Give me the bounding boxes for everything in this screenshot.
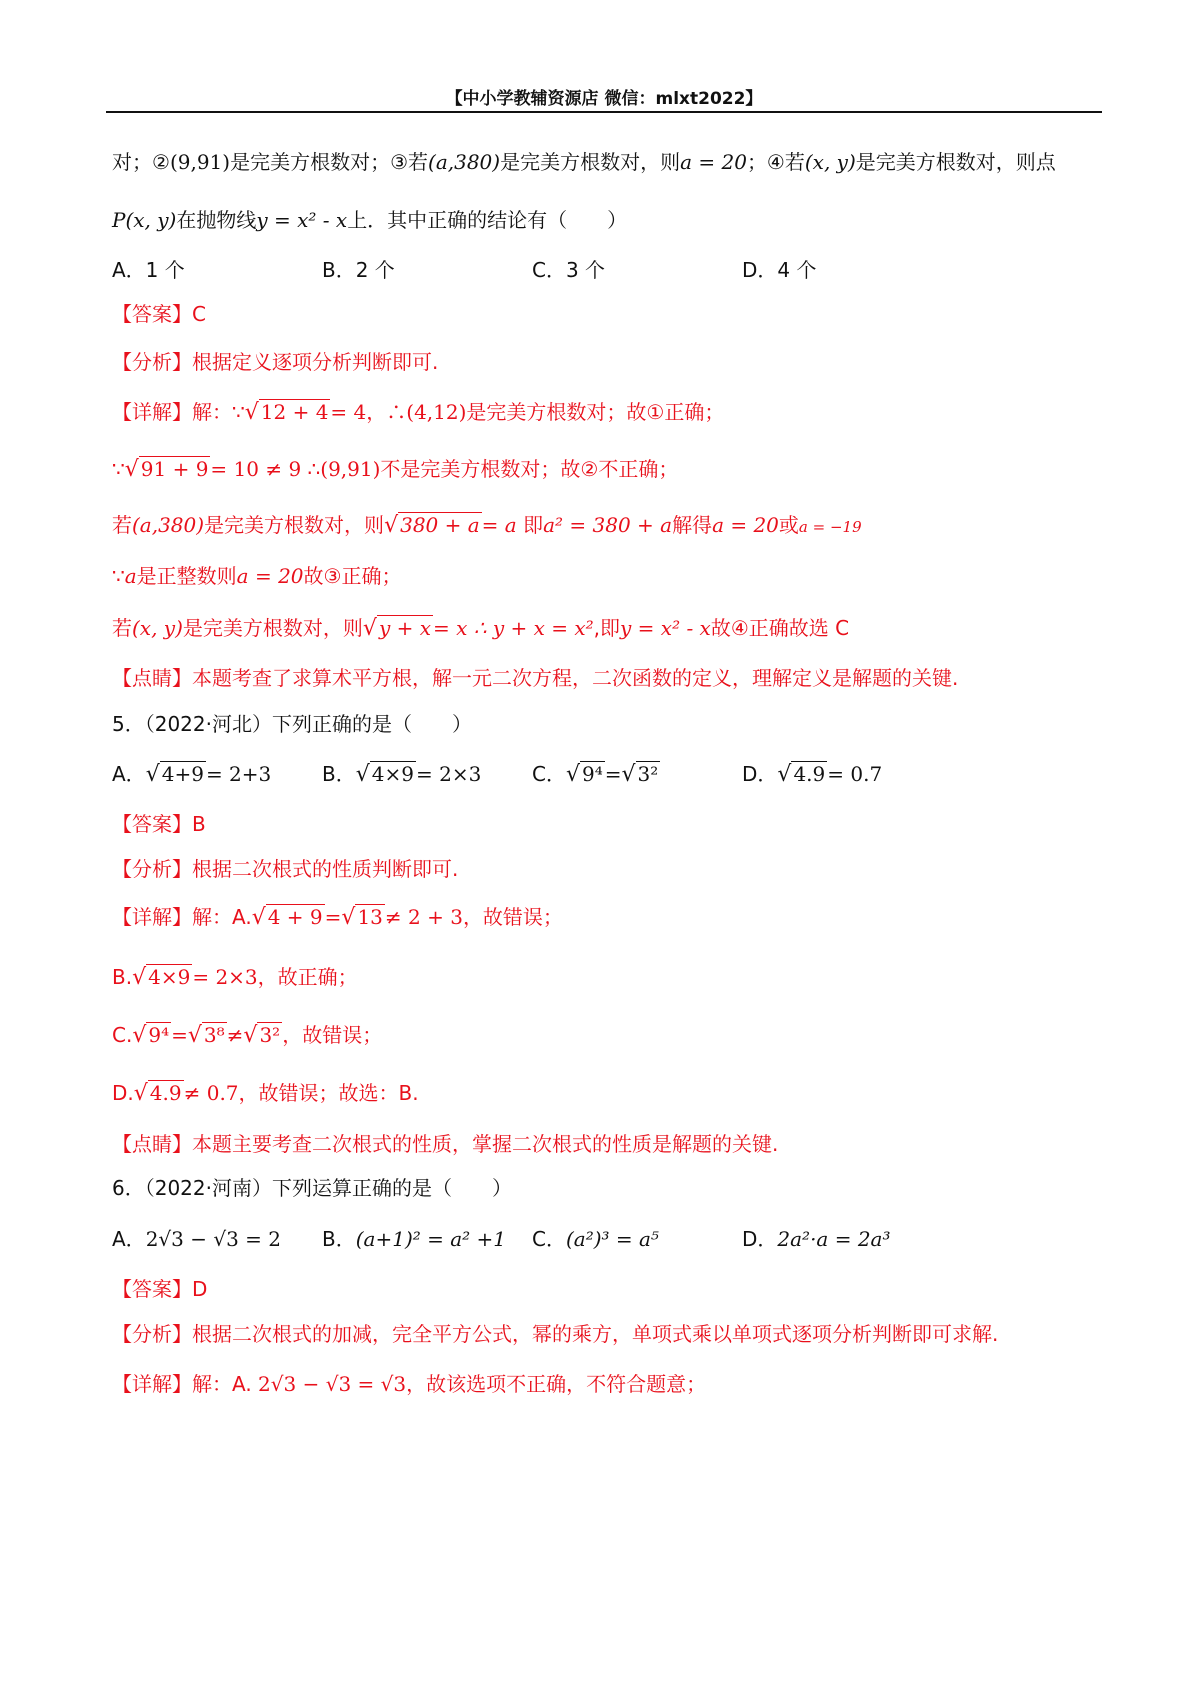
sqrt-expr: √ 4.9 <box>133 1081 182 1106</box>
q4-option-d: D．4 个 <box>742 258 817 282</box>
q5-detail-d: D.√ 4.9 ≠ 0.7，故错误；故选：B. <box>112 1081 419 1106</box>
q5-option-a: A．√ 4+9 = 2+3 <box>112 762 272 787</box>
sqrt-expr: √ 13 <box>341 905 383 930</box>
q5-answer: 【答案】B <box>112 812 206 836</box>
sqrt-expr: √ 4×9 <box>132 965 191 990</box>
q4-detail-2: ∵√ 91 + 9 = 10 ≠ 9 ∴(9,91)不是完美方根数对；故②不正确； <box>112 457 679 482</box>
q5-detail-b: B.√ 4×9 = 2×3，故正确； <box>112 965 358 990</box>
q5-comment: 【点睛】本题主要考查二次根式的性质，掌握二次根式的性质是解题的关键. <box>112 1132 779 1156</box>
q4-comment: 【点睛】本题考查了求算术平方根，解一元二次方程，二次函数的定义，理解定义是解题的关键. <box>112 666 959 690</box>
q4-detail-4: ∵a是正整数则a = 20故③正确； <box>112 564 402 588</box>
sqrt-expr: √ 3⁸ <box>187 1023 225 1048</box>
q5-analysis: 【分析】根据二次根式的性质判断即可. <box>112 857 459 881</box>
q5-option-c: C．√ 9⁴ =√ 3² <box>532 762 659 787</box>
q5-option-d: D．√ 4.9 = 0.7 <box>742 762 883 787</box>
q6-detail-a: 【详解】解：A. 2√3 − √3 = √3，故该选项不正确，不符合题意； <box>112 1372 707 1396</box>
q4-analysis: 【分析】根据定义逐项分析判断即可. <box>112 350 439 374</box>
q5-option-b: B．√ 4×9 = 2×3 <box>322 762 482 787</box>
sqrt-expr: √ y + x <box>362 616 431 641</box>
q6-option-d: D．2a²·a = 2a³ <box>742 1227 891 1251</box>
q4-detail-5: 若(x, y)是完美方根数对，则√ y + x = x ∴ y + x = x²,即y = x² - x故④正确故选 C <box>112 616 850 641</box>
sqrt-expr: √ 12 + 4 <box>244 400 329 425</box>
q4-line-1: 对；②(9,91)是完美方根数对；③若(a,380)是完美方根数对，则a = 20；④若(x, y)是完美方根数对，则点 <box>112 150 1056 174</box>
q4-line-2: P(x, y)在抛物线y = x² - x上．其中正确的结论有（ ） <box>112 208 628 232</box>
page-header: 【中小学教辅资源店 微信：mlxt2022】 <box>445 89 763 109</box>
q5-detail-a: 【详解】解：A.√ 4 + 9 =√ 13 ≠ 2 + 3，故错误； <box>112 905 563 930</box>
q4-detail-3: 若(a,380)是完美方根数对，则√ 380 + a = a 即a² = 380 + a解得a = 20或a = −19 <box>112 513 862 538</box>
q6-analysis: 【分析】根据二次根式的加减，完全平方公式，幂的乘方，单项式乘以单项式逐项分析判断即可求解. <box>112 1322 999 1346</box>
sqrt-expr: √ 380 + a <box>384 513 480 538</box>
q6-option-a: A．2√3 − √3 = 2 <box>112 1227 282 1251</box>
q6-answer: 【答案】D <box>112 1277 208 1301</box>
q4-detail-1: 【详解】解：∵√ 12 + 4 = 4，∴(4,12)是完美方根数对；故①正确； <box>112 400 725 425</box>
q4-option-c: C．3 个 <box>532 258 606 282</box>
sqrt-expr: √ 3² <box>243 1023 281 1048</box>
q6-option-b: B．(a+1)² = a² +1 <box>322 1227 507 1251</box>
q5-stem: 5．（2022·河北）下列正确的是（ ） <box>112 712 472 736</box>
sqrt-expr: √ 9⁴ <box>132 1023 170 1048</box>
q6-stem: 6．（2022·河南）下列运算正确的是（ ） <box>112 1176 512 1200</box>
q4-answer: 【答案】C <box>112 302 206 326</box>
q5-detail-c: C.√ 9⁴ =√ 3⁸ ≠√ 3² ，故错误； <box>112 1023 383 1048</box>
sqrt-expr: √ 4 + 9 <box>251 905 323 930</box>
q4-option-a: A．1 个 <box>112 258 185 282</box>
sqrt-expr: √ 91 + 9 <box>124 457 209 482</box>
q4-option-b: B．2 个 <box>322 258 395 282</box>
q6-option-c: C．(a²)³ = a⁵ <box>532 1227 659 1251</box>
header-rule <box>106 111 1102 113</box>
